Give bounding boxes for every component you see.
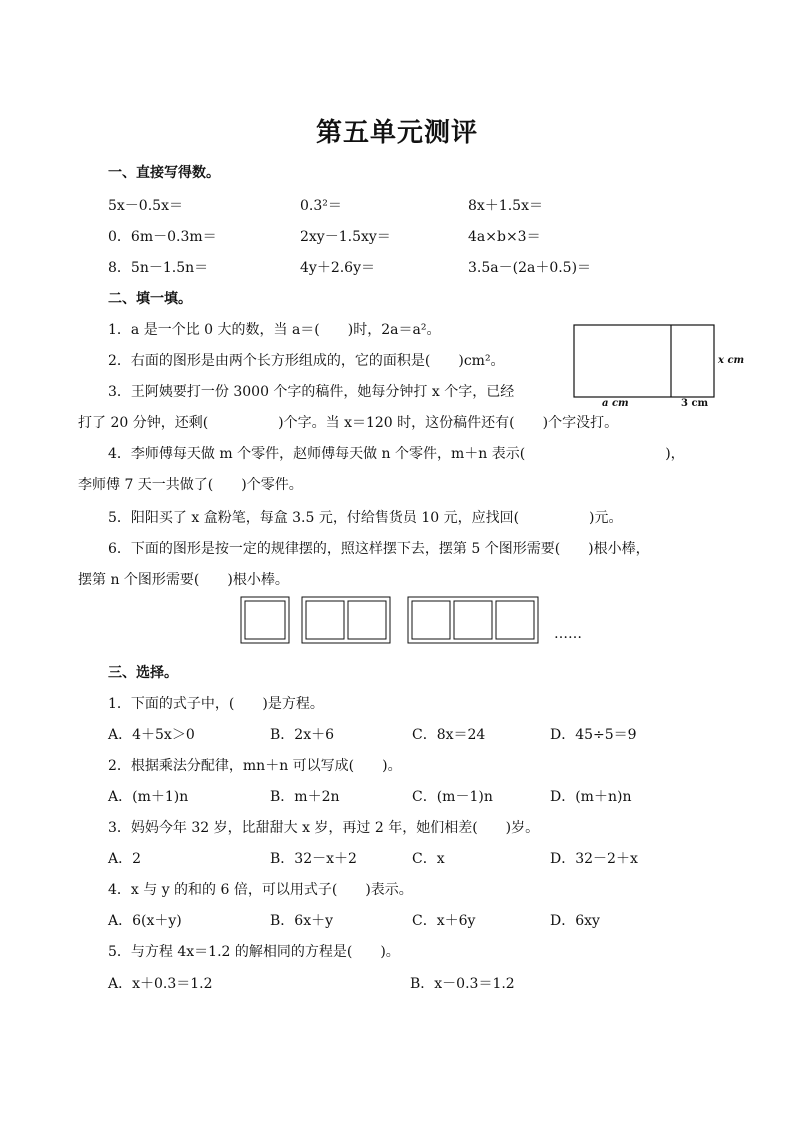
- rectangle-outline: [574, 325, 714, 397]
- choice-option: D．(m＋n)n: [550, 789, 632, 805]
- choice-option: B．6x＋y: [270, 913, 333, 929]
- choice-option: D．32－2＋x: [550, 851, 638, 867]
- choice-option: D．6xy: [550, 913, 600, 929]
- rect-label-a: a cm: [602, 398, 629, 409]
- calc-item: 8x＋1.5x＝: [468, 198, 543, 214]
- calc-item: 5x－0.5x＝: [108, 198, 183, 214]
- choice-question-5: 5．与方程 4x＝1.2 的解相同的方程是( )。: [108, 944, 400, 960]
- fill-question-2: 2．右面的图形是由两个长方形组成的，它的面积是( )cm²。: [108, 353, 505, 369]
- choice-option: C．(m－1)n: [412, 789, 493, 805]
- fill-question-4-line1: 4．李师傅每天做 m 个零件，赵师傅每天做 n 个零件，m＋n 表示( )，: [108, 446, 685, 462]
- calc-item: 8．5n－1.5n＝: [108, 260, 209, 276]
- choice-option: C．8x＝24: [412, 727, 486, 743]
- pattern-ellipsis: ……: [554, 626, 582, 642]
- fill-question-4-line2: 李师傅 7 天一共做了( )个零件。: [78, 477, 303, 493]
- page-title: 第五单元测评: [315, 118, 478, 148]
- choice-option: D．45÷5＝9: [550, 727, 637, 743]
- choice-question-3: 3．妈妈今年 32 岁，比甜甜大 x 岁，再过 2 年，她们相差( )岁。: [108, 820, 540, 836]
- choice-question-4: 4．x 与 y 的和的 6 倍，可以用式子( )表示。: [108, 882, 413, 898]
- choice-question-2: 2．根据乘法分配律，mn＋n 可以写成( )。: [108, 758, 402, 774]
- choice-option: B．2x＋6: [270, 727, 334, 743]
- stick-figure-1: [241, 597, 289, 643]
- rectangle-figure: [570, 322, 750, 418]
- fill-question-6-line2: 摆第 n 个图形需要( )根小棒。: [78, 572, 289, 588]
- choice-option: C．x＋6y: [412, 913, 476, 929]
- choice-option: B．x－0.3＝1.2: [410, 976, 515, 992]
- calc-item: 0.3²＝: [300, 198, 342, 214]
- section-heading-1: 一、直接写得数。: [108, 165, 220, 181]
- choice-option: A．6(x＋y): [108, 913, 182, 929]
- choice-option: A．x＋0.3＝1.2: [108, 976, 213, 992]
- fill-question-6-line1: 6．下面的图形是按一定的规律摆的，照这样摆下去，摆第 5 个图形需要( )根小棒，: [108, 541, 650, 557]
- fill-question-3-line1: 3．王阿姨要打一份 3000 个字的稿件，她每分钟打 x 个字，已经: [108, 384, 515, 400]
- calc-item: 2xy－1.5xy＝: [300, 229, 391, 245]
- fill-question-5: 5．阳阳买了 x 盒粉笔，每盒 3.5 元，付给售货员 10 元，应找回( )元。: [108, 510, 623, 526]
- fill-question-3-line2: 打了 20 分钟，还剩( )个字。当 x＝120 时，这份稿件还有( )个字没打。: [78, 415, 619, 431]
- stick-pattern-figure: [236, 592, 546, 648]
- section-heading-2: 二、填一填。: [108, 291, 192, 307]
- section-heading-3: 三、选择。: [108, 665, 178, 681]
- choice-option: B．32－x＋2: [270, 851, 357, 867]
- stick-figure-2: [302, 597, 390, 643]
- calc-item: 4y＋2.6y＝: [300, 260, 375, 276]
- choice-option: A．(m＋1)n: [108, 789, 189, 805]
- stick-figure-3: [408, 597, 538, 643]
- calc-item: 0．6m－0.3m＝: [108, 229, 217, 245]
- choice-option: A．4＋5x＞0: [108, 727, 195, 743]
- choice-option: B．m＋2n: [270, 789, 340, 805]
- choice-option: A．2: [108, 851, 142, 867]
- fill-question-1: 1．a 是一个比 0 大的数，当 a＝( )时，2a＝a²。: [108, 322, 441, 338]
- choice-option: C．x: [412, 851, 445, 867]
- calc-item: 3.5a－(2a＋0.5)＝: [468, 260, 592, 276]
- rect-label-b: 3 cm: [681, 398, 709, 409]
- choice-question-1: 1．下面的式子中，( )是方程。: [108, 696, 324, 712]
- calc-item: 4a×b×3＝: [468, 229, 541, 245]
- rect-label-h: x cm: [718, 355, 745, 366]
